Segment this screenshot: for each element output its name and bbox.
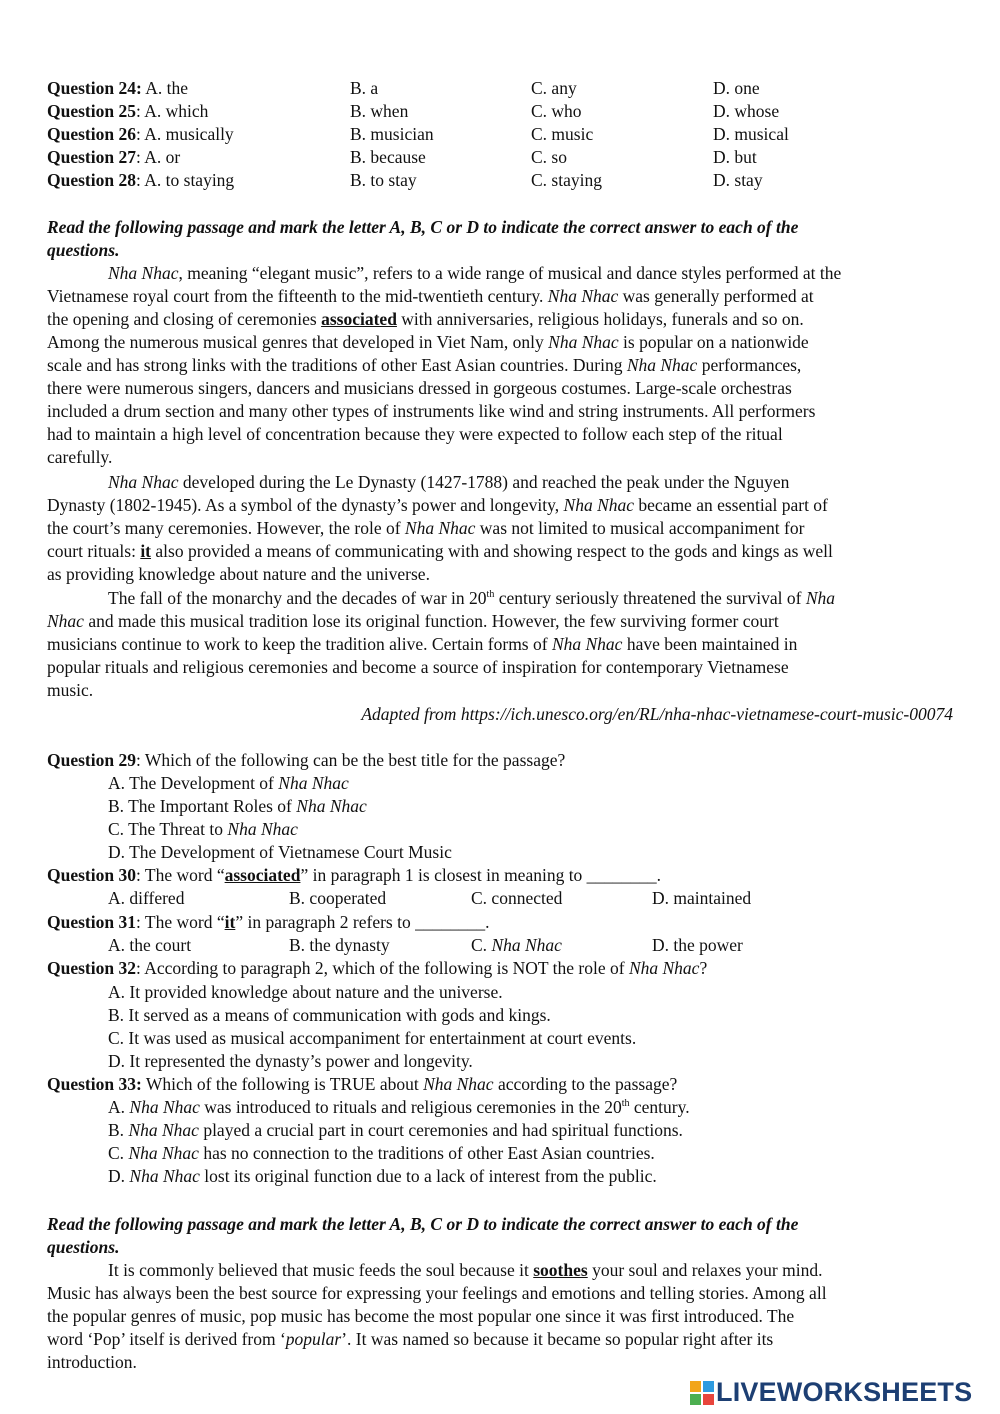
option-d[interactable]: D. but [713, 147, 757, 167]
option-a[interactable]: : A. which [135, 101, 209, 121]
question-32-stem: Question 32: According to paragraph 2, which of the following is NOT the role of Nha Nhac? [47, 958, 708, 978]
question-label: Question 27 [47, 147, 136, 167]
keyword-it: it [140, 541, 152, 561]
question-25-row [47, 100, 967, 123]
option-a[interactable]: A. differed [108, 888, 185, 908]
question-29-stem: Question 29: Which of the following can be the best title for the passage? [47, 750, 566, 770]
option-d[interactable]: D. Nha Nhac lost its original function due to a lack of interest from the public. [108, 1166, 657, 1186]
passage-line: had to maintain a high level of concentration because they were expected to follow each step of the ritual [47, 424, 783, 444]
option-c[interactable]: C. who [531, 101, 582, 121]
option-c[interactable]: C. any [531, 78, 577, 98]
instruction-line: questions. [47, 1237, 120, 1257]
passage-line: word ‘Pop’ itself is derived from ‘popular’. It was named so because it became so popular right after its [47, 1329, 774, 1349]
option-b[interactable]: B. to stay [350, 170, 417, 190]
passage-line: introduction. [47, 1352, 137, 1372]
passage-line: scale and has strong links with the traditions of other East Asian countries. During Nha Nhac performances, [47, 355, 802, 375]
passage-line: Nhac and made this musical tradition lose its original function. However, the few surviving former court [47, 611, 779, 631]
option-b[interactable]: B. the dynasty [289, 935, 390, 955]
passage-line: the opening and closing of ceremonies associated with anniversaries, religious holidays, funerals and so on. [47, 309, 804, 329]
option-d[interactable]: D. musical [713, 124, 789, 144]
keyword-soothes: soothes [533, 1260, 588, 1280]
question-24-row [47, 77, 967, 100]
option-a[interactable]: : A. to staying [135, 170, 235, 190]
question-30-stem: Question 30: The word “associated” in paragraph 1 is closest in meaning to ________. [47, 865, 662, 885]
option-d[interactable]: D. maintained [652, 888, 752, 908]
source-citation: Adapted from https://ich.unesco.org/en/RL/nha-nhac-vietnamese-court-music-00074 [361, 704, 953, 724]
option-d[interactable]: D. stay [713, 170, 763, 190]
option-a[interactable]: A. Nha Nhac was introduced to rituals and religious ceremonies in the 20th century. [108, 1097, 690, 1117]
passage-line: the popular genres of music, pop music has become the most popular one since it was first introduced. The [47, 1306, 795, 1326]
passage-line: musicians continue to work to keep the tradition alive. Certain forms of Nha Nhac have been maintained in [47, 634, 798, 654]
passage-line: Dynasty (1802-1945). As a symbol of the dynasty’s power and longevity, Nha Nhac became an essential part of [47, 495, 828, 515]
option-d[interactable]: D. the power [652, 935, 743, 955]
option-a[interactable]: A. the [145, 78, 189, 98]
option-c[interactable]: C. music [531, 124, 594, 144]
passage-line: carefully. [47, 447, 113, 467]
passage-line: there were numerous singers, dancers and musicians dressed in gorgeous costumes. Large-scale orchestras [47, 378, 792, 398]
passage-line: popular rituals and religious ceremonies and become a source of inspiration for contemporary Vietnamese [47, 657, 789, 677]
option-c[interactable]: C. It was used as musical accompaniment for entertainment at court events. [108, 1028, 637, 1048]
passage-line: included a drum section and many other types of instruments like wind and string instruments. All performers [47, 401, 816, 421]
passage-line: Nha Nhac developed during the Le Dynasty (1427-1788) and reached the peak under the Nguyen [108, 472, 790, 492]
question-28-row [47, 169, 967, 192]
instruction-line: Read the following passage and mark the letter A, B, C or D to indicate the correct answer to each of the [47, 217, 799, 237]
passage-line: music. [47, 680, 94, 700]
option-b[interactable]: B. cooperated [289, 888, 387, 908]
passage-line: The fall of the monarchy and the decades of war in 20th century seriously threatened the survival of Nha [108, 588, 836, 608]
question-27-row [47, 146, 967, 169]
option-b[interactable]: B. It served as a means of communication with gods and kings. [108, 1005, 551, 1025]
option-d[interactable]: D. one [713, 78, 760, 98]
option-b[interactable]: B. Nha Nhac played a crucial part in court ceremonies and had spiritual functions. [108, 1120, 683, 1140]
passage-line: It is commonly believed that music feeds the soul because it soothes your soul and relaxes your mind. [108, 1260, 823, 1280]
question-26-row [47, 123, 967, 146]
passage-line: Nha Nhac, meaning “elegant music”, refers to a wide range of musical and dance styles performed at the [108, 263, 842, 283]
option-b[interactable]: B. because [350, 147, 426, 167]
passage-line: the court’s many ceremonies. However, the role of Nha Nhac was not limited to musical accompaniment for [47, 518, 805, 538]
instruction-line: Read the following passage and mark the letter A, B, C or D to indicate the correct answer to each of the [47, 1214, 799, 1234]
question-33-stem: Question 33: Which of the following is TRUE about Nha Nhac according to the passage? [47, 1074, 678, 1094]
passage-line: Vietnamese royal court from the fifteenth to the mid-twentieth century. Nha Nhac was generally performed at [47, 286, 814, 306]
question-30-options [47, 887, 967, 910]
question-label: Question 24: [47, 78, 142, 98]
option-a[interactable]: A. the court [108, 935, 192, 955]
option-b[interactable]: B. The Important Roles of Nha Nhac [108, 796, 367, 816]
option-a[interactable]: : A. or [135, 147, 181, 167]
option-d[interactable]: D. It represented the dynasty’s power and longevity. [108, 1051, 473, 1071]
option-b[interactable]: B. when [350, 101, 409, 121]
question-label: Question 25 [47, 101, 136, 121]
option-c[interactable]: C. Nha Nhac [471, 935, 562, 955]
instruction-line: questions. [47, 240, 120, 260]
option-c[interactable]: C. staying [531, 170, 602, 190]
option-a[interactable]: : A. musically [135, 124, 234, 144]
option-d[interactable]: D. whose [713, 101, 780, 121]
question-31-options [47, 934, 967, 957]
option-b[interactable]: B. musician [350, 124, 434, 144]
question-label: Question 26 [47, 124, 136, 144]
option-c[interactable]: C. Nha Nhac has no connection to the traditions of other East Asian countries. [108, 1143, 655, 1163]
option-a[interactable]: A. It provided knowledge about nature and the universe. [108, 982, 503, 1002]
liveworksheets-logo-icon [690, 1381, 714, 1405]
passage-line: court rituals: it also provided a means of communicating with and showing respect to the gods and kings as well [47, 541, 833, 561]
option-a[interactable]: A. The Development of Nha Nhac [108, 773, 349, 793]
question-31-stem: Question 31: The word “it” in paragraph 2 refers to ________. [47, 912, 490, 932]
keyword-associated: associated [321, 309, 397, 329]
option-c[interactable]: C. so [531, 147, 567, 167]
option-d[interactable]: D. The Development of Vietnamese Court Music [108, 842, 452, 862]
passage-line: Among the numerous musical genres that developed in Viet Nam, only Nha Nhac is popular on a nationwide [47, 332, 809, 352]
passage-line: Music has always been the best source for expressing your feelings and emotions and telling stories. Among all [47, 1283, 827, 1303]
option-c[interactable]: C. The Threat to Nha Nhac [108, 819, 298, 839]
option-c[interactable]: C. connected [471, 888, 563, 908]
passage-line: as providing knowledge about nature and the universe. [47, 564, 430, 584]
logo-text: LIVEWORKSHEETS [716, 1377, 973, 1407]
option-b[interactable]: B. a [350, 78, 379, 98]
question-label: Question 28 [47, 170, 136, 190]
